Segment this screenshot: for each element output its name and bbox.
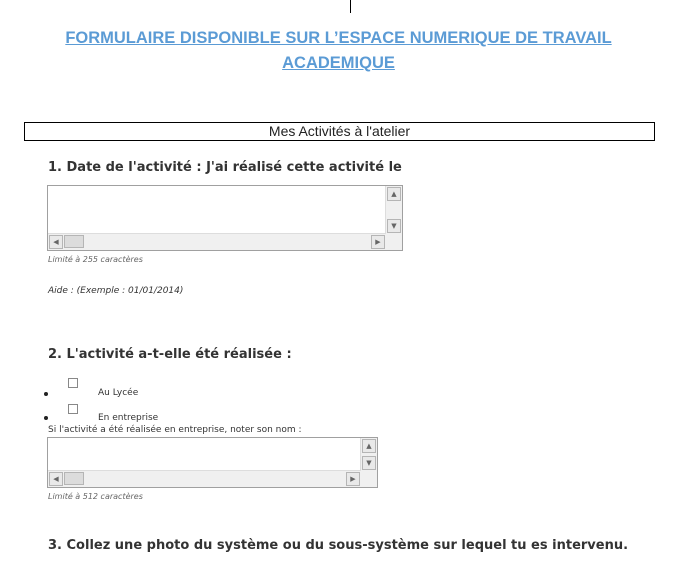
scrollbar-corner xyxy=(361,471,377,487)
scroll-thumb[interactable] xyxy=(64,235,84,248)
entreprise-name-textarea[interactable] xyxy=(47,437,378,488)
q1-help: Aide : (Exemple : 01/01/2014) xyxy=(48,286,184,296)
question-1-label: 1. Date de l'activité : J'ai réalisé cette activité le xyxy=(48,160,402,175)
checkbox-entreprise[interactable] xyxy=(68,404,78,414)
option-lycee-label: Au Lycée xyxy=(98,388,139,398)
scroll-right-icon[interactable]: ▶ xyxy=(371,235,385,249)
scroll-left-icon[interactable]: ◀ xyxy=(49,472,63,486)
q2-char-limit: Limité à 512 caractères xyxy=(48,492,143,501)
date-textarea[interactable] xyxy=(47,185,403,251)
scroll-right-icon[interactable]: ▶ xyxy=(346,472,360,486)
list-bullet xyxy=(44,416,48,420)
scroll-thumb[interactable] xyxy=(64,472,84,485)
scrollbar-corner xyxy=(386,234,402,250)
question-2-label: 2. L'activité a-t-elle été réalisée : xyxy=(48,347,292,362)
form-title-line-2: ACADEMIQUE xyxy=(282,54,395,72)
scroll-left-icon[interactable]: ◀ xyxy=(49,235,63,249)
scroll-down-icon[interactable]: ▼ xyxy=(362,456,376,470)
scroll-down-icon[interactable]: ▼ xyxy=(387,219,401,233)
horizontal-scrollbar[interactable] xyxy=(48,233,386,250)
scroll-up-icon[interactable]: ▲ xyxy=(387,187,401,201)
text-cursor xyxy=(350,0,351,13)
option-entreprise-label: En entreprise xyxy=(98,413,159,423)
form-title-line-1: FORMULAIRE DISPONIBLE SUR L’ESPACE NUMERIQUE DE TRAVAIL xyxy=(65,29,612,47)
section-title: Mes Activités à l'atelier xyxy=(24,122,655,141)
scroll-up-icon[interactable]: ▲ xyxy=(362,439,376,453)
question-3-label: 3. Collez une photo du système ou du sous-système sur lequel tu es intervenu. xyxy=(48,538,629,553)
list-bullet xyxy=(44,392,48,396)
horizontal-scrollbar[interactable] xyxy=(48,470,361,487)
q1-char-limit: Limité à 255 caractères xyxy=(48,255,143,264)
vertical-scrollbar[interactable] xyxy=(385,186,402,234)
vertical-scrollbar[interactable] xyxy=(360,438,377,471)
entreprise-note: Si l'activité a été réalisée en entreprise, noter son nom : xyxy=(48,425,302,435)
checkbox-lycee[interactable] xyxy=(68,378,78,388)
